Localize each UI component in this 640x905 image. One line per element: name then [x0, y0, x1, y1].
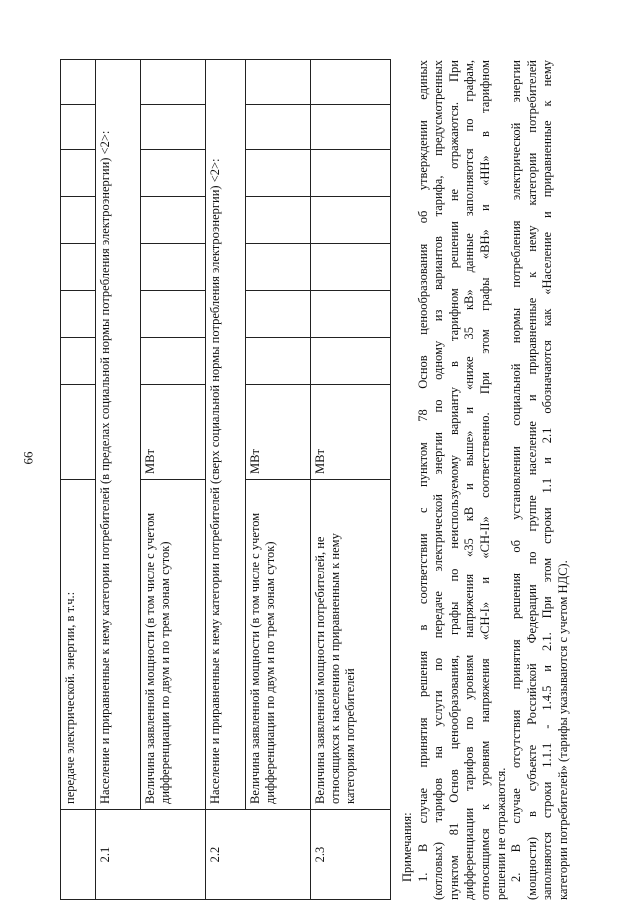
tariff-table — [60, 59, 391, 900]
notes-line: (мощности) в субъекте Российской Федерации по группе население и приравненные к нему категории потребителей — [524, 60, 539, 900]
rotated-page-content — [55, 40, 595, 900]
notes-title: Примечания: — [400, 812, 414, 882]
table-cell — [246, 150, 311, 197]
notes-line: 1. В случае принятия решения в соответствии с пунктом 78 Основ ценообразования об утверждении единых — [415, 60, 430, 882]
table-row — [246, 60, 311, 900]
table-cell — [311, 338, 391, 385]
notes-section — [400, 60, 572, 900]
table-cell — [246, 60, 311, 105]
row-number: 2.2 — [206, 810, 311, 900]
table-cell — [141, 197, 206, 244]
table-cell — [61, 150, 96, 197]
table-cell — [61, 291, 96, 338]
table-cell — [246, 197, 311, 244]
table-cell — [141, 291, 206, 338]
table-cell — [311, 60, 391, 105]
row-label: Величина заявленной мощности потребителей, не относящихся к населению и приравненным к нему категориям потребителей — [311, 480, 391, 810]
table-row — [311, 60, 391, 900]
table-cell — [61, 105, 96, 150]
table-cell — [246, 105, 311, 150]
table-cell — [141, 150, 206, 197]
row-label: Величина заявленной мощности (в том числе с учетом дифференциации по двум и по трем зонам суток) — [246, 480, 311, 810]
table-cell — [311, 291, 391, 338]
notes-line: категории потребителей» (тарифы указываются с учетом НДС). — [555, 560, 570, 900]
table-cell — [61, 385, 96, 480]
table-cell — [61, 60, 96, 105]
table-cell — [61, 338, 96, 385]
row-number: 2.1 — [96, 810, 206, 900]
notes-line: дифференциации тарифов по уровням напряжения «35 кВ и выше» и «ниже 35 кВ» данные заполняются по графам, — [462, 60, 477, 900]
table-cell — [61, 810, 96, 900]
table-cell — [246, 244, 311, 291]
row-label: передаче электрической. энергии, в т.ч.: — [61, 480, 96, 810]
notes-line: 2. В случае отсутствия принятия решения об установлении социальной нормы потребления электрической энергии — [509, 60, 524, 882]
row-title: Население и приравненные к нему категории потребителей (сверх социальной нормы потребления электроэнергии) <2>: — [206, 60, 246, 810]
table-row — [96, 60, 141, 900]
row-title: Население и приравненные к нему категории потребителей (в пределах социальной нормы потребления электроэнергии) <2>: — [96, 60, 141, 810]
table-cell — [141, 338, 206, 385]
notes-line: заполняются строки 1.1.1 - 1.4.5 и 2.1. При этом строки 1.1 и 2.1 обозначаются как «Население и приравненные к нему — [540, 60, 555, 900]
table-cell — [141, 60, 206, 105]
row-label: Величина заявленной мощности (в том числе с учетом дифференциации по двум и по трем зонам суток) — [141, 480, 206, 810]
notes-line: относящимся к уровням напряжения «СН-I» и «СН-II» соответственно. При этом графы «ВН» и «НН» в тарифном — [477, 60, 492, 900]
notes-line: решении не отражаются. — [493, 767, 508, 900]
table-cell — [61, 244, 96, 291]
table-row — [61, 60, 96, 900]
table-cell — [246, 291, 311, 338]
table-cell — [141, 244, 206, 291]
unit-cell: МВт — [311, 385, 391, 480]
table-cell — [311, 150, 391, 197]
table-cell — [246, 338, 311, 385]
page-number: 66 — [20, 451, 36, 465]
table-cell — [311, 105, 391, 150]
unit-cell: МВт — [141, 385, 206, 480]
notes-line: пунктом 81 Основ ценообразования, графы по неиспользуемому варианту в тарифном решении не отражаются. При — [446, 60, 461, 900]
table-cell — [61, 197, 96, 244]
table-row — [141, 60, 206, 900]
row-number: 2.3 — [311, 810, 391, 900]
unit-cell: МВт — [246, 385, 311, 480]
table-cell — [311, 197, 391, 244]
table-cell — [141, 105, 206, 150]
table-cell — [311, 244, 391, 291]
notes-line: (котловых) тарифов на услуги по передаче электрической энергии по одному из вариантов тарифа, предусмотренных — [431, 60, 446, 900]
table-row — [206, 60, 246, 900]
